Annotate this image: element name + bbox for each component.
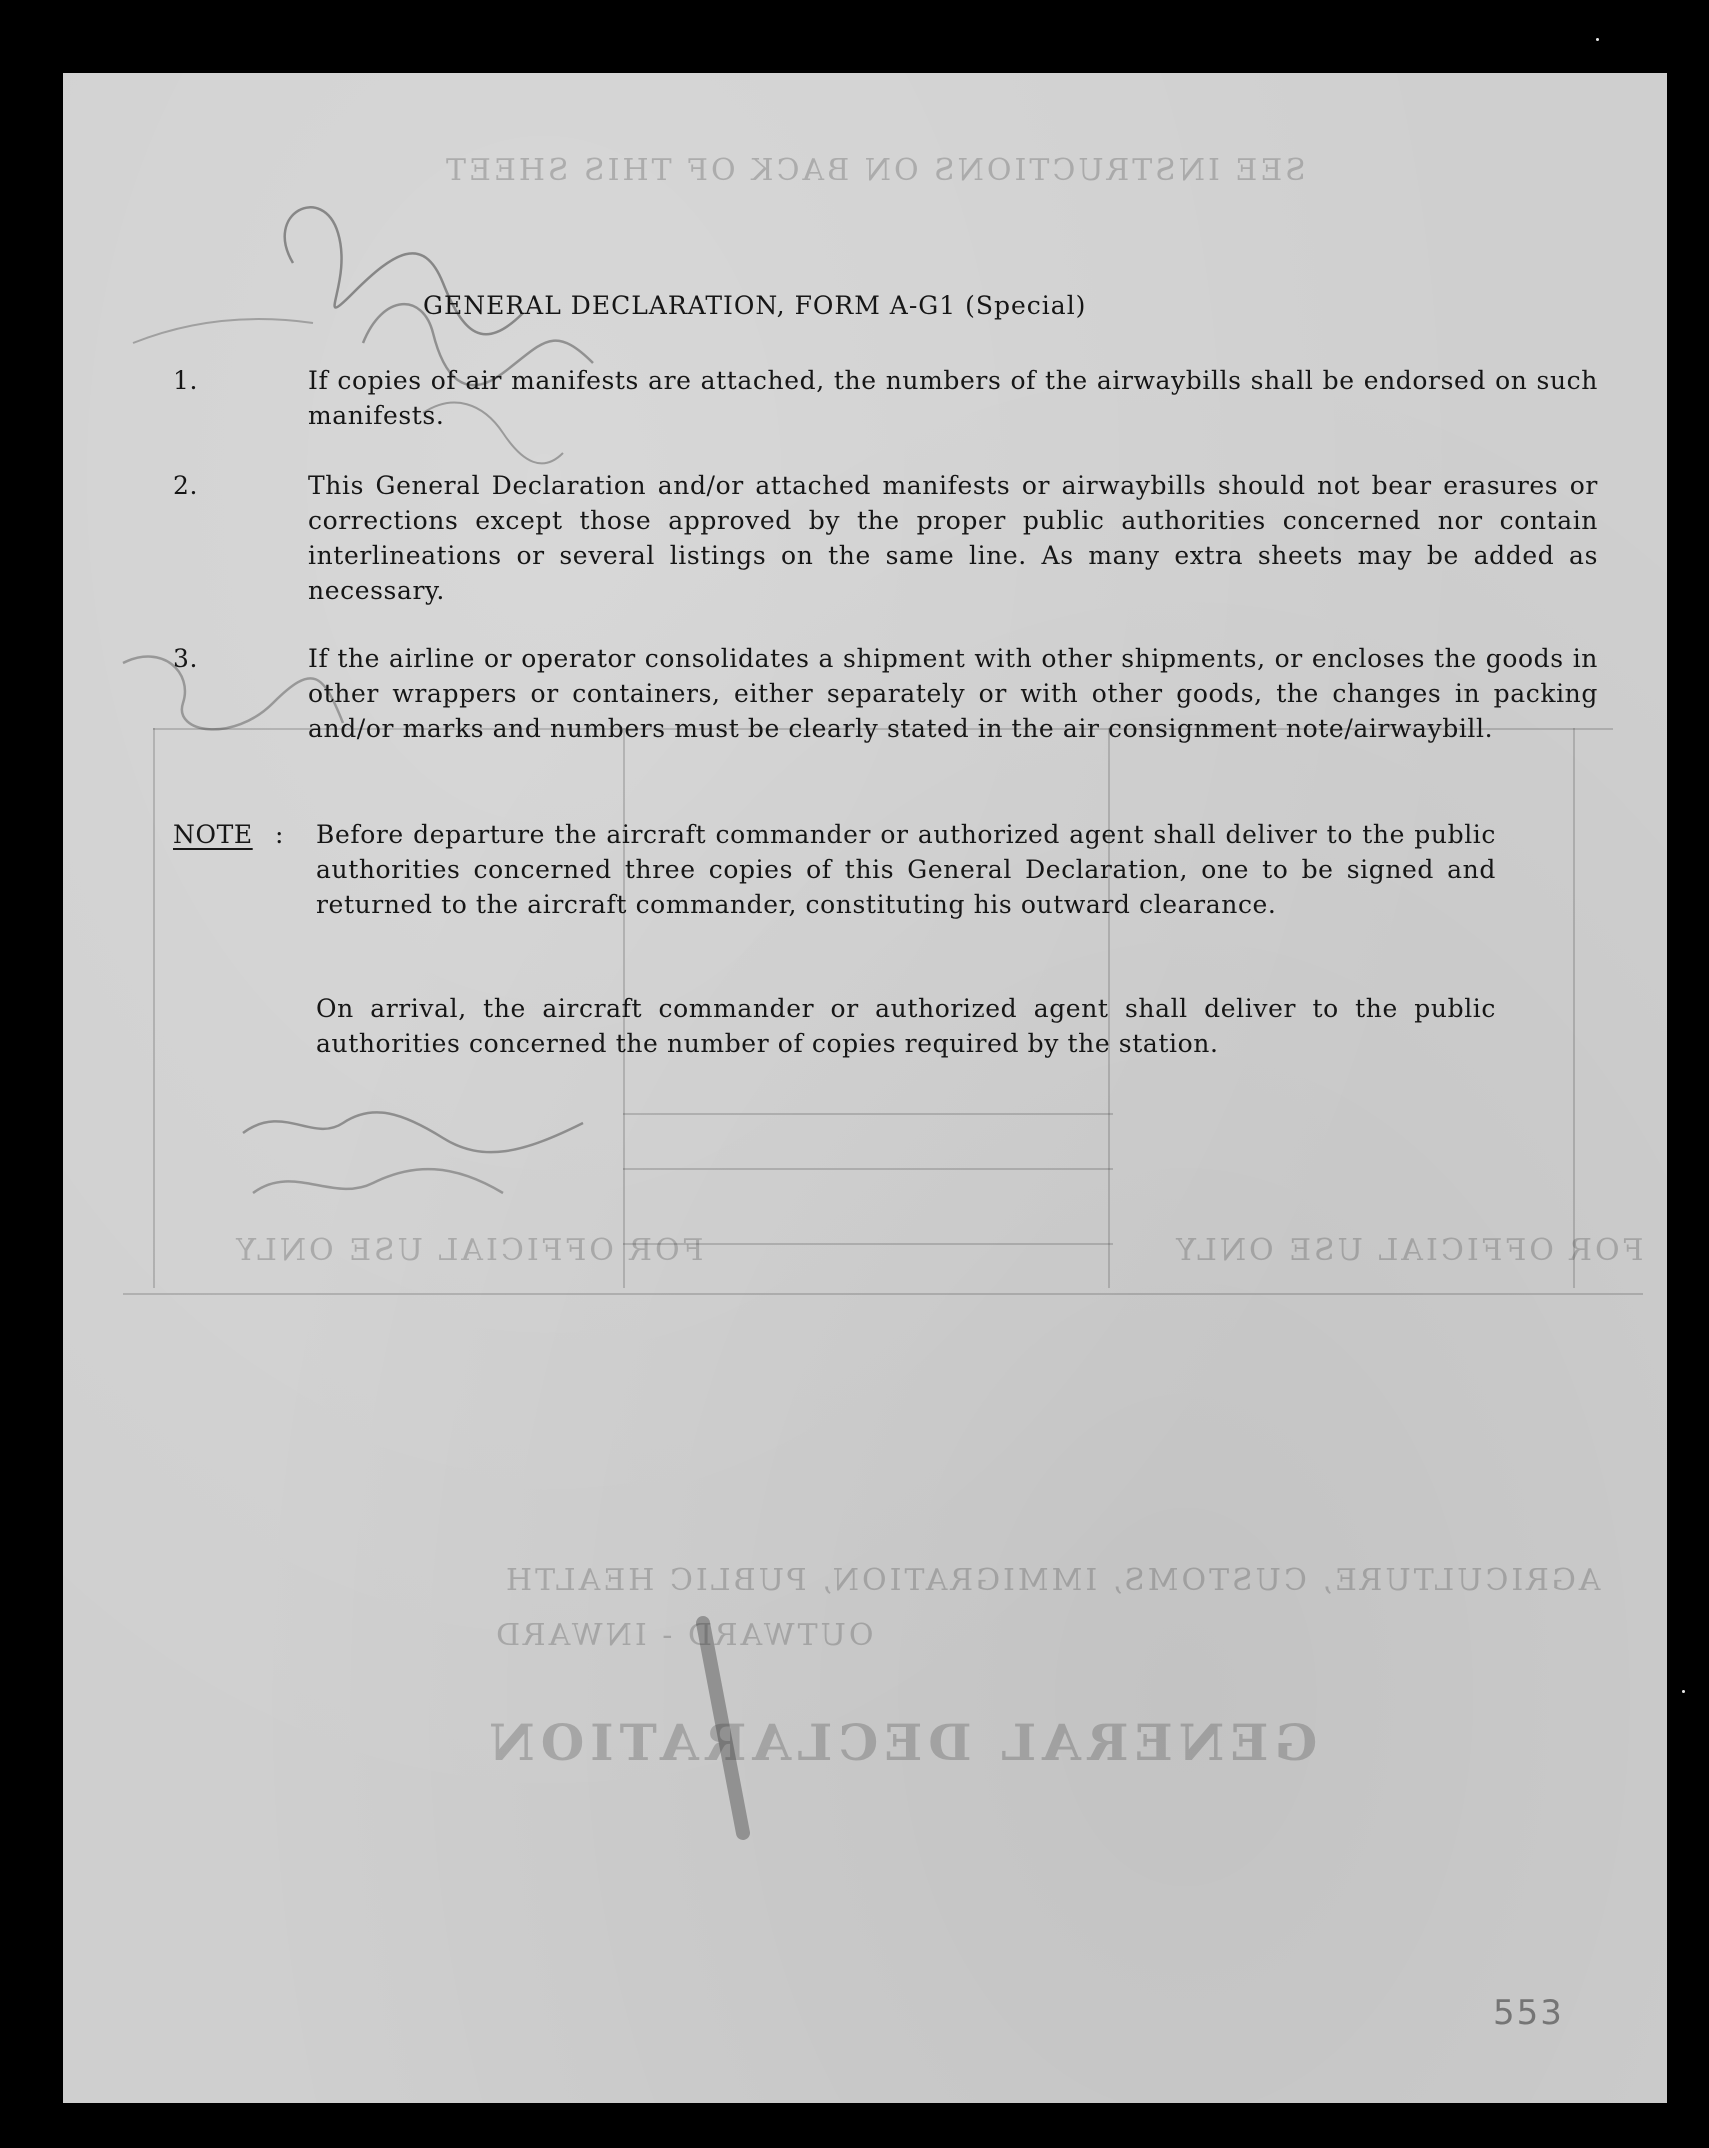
bleed-through-text: AGRICULTURE, CUSTOMS, IMMIGRATION, PUBLIC HEALTH: [503, 1563, 1601, 1598]
item-text: If copies of air manifests are attached, the numbers of the airwaybills shall be endorsed on such manifests.: [308, 366, 1598, 430]
bleed-through-text: FOR OFFICIAL USE ONLY: [233, 1233, 704, 1268]
declaration-instructions: [63, 73, 1667, 2103]
note-label: NOTE: [173, 820, 253, 849]
instruction-item: [173, 363, 1613, 433]
item-text: This General Declaration and/or attached manifests or airwaybills should not bear erasures or corrections except those approved by the proper public authorities concerned nor contain interlineations or several listings on the same line. As many extra sheets may be added as necessary.: [308, 471, 1598, 605]
bleed-through-text: OUTWARD - INWARD: [493, 1618, 874, 1653]
instruction-item: [173, 468, 1613, 608]
note-paragraph: Before departure the aircraft commander or authorized agent shall deliver to the public authorities concerned three copies of this General Declaration, one to be signed and returned to the aircraft commander, constituting his outward clearance.: [316, 820, 1496, 919]
item-number: 1.: [173, 366, 199, 395]
bleed-through-text: FOR OFFICIAL USE ONLY: [1173, 1233, 1644, 1268]
item-number: 3.: [173, 644, 199, 673]
item-number: 2.: [173, 471, 199, 500]
bleed-through-text: GENERAL DECLARATION: [483, 1713, 1318, 1772]
bleed-through-text: SEE INSTRUCTIONS ON BACK OF THIS SHEET: [443, 153, 1306, 188]
scan-speck: [1596, 38, 1599, 41]
scan-speck: [1682, 1690, 1685, 1693]
paper-sheet: [63, 73, 1667, 2103]
instruction-item: [173, 641, 1613, 781]
note-paragraph: On arrival, the aircraft commander or authorized agent shall deliver to the public authorities concerned the number of copies required by the station.: [316, 994, 1496, 1058]
item-text: If the airline or operator consolidates a shipment with other shipments, or encloses the goods in other wrappers or containers, either separately or with other goods, the changes in packing and/or marks and numbers must be clearly stated in the air consignment note/airwaybill.: [308, 644, 1598, 743]
page-number: 553: [1493, 1993, 1564, 2033]
note-colon: :: [275, 820, 284, 849]
page-title: GENERAL DECLARATION, FORM A-G1 (Special): [423, 291, 1087, 320]
